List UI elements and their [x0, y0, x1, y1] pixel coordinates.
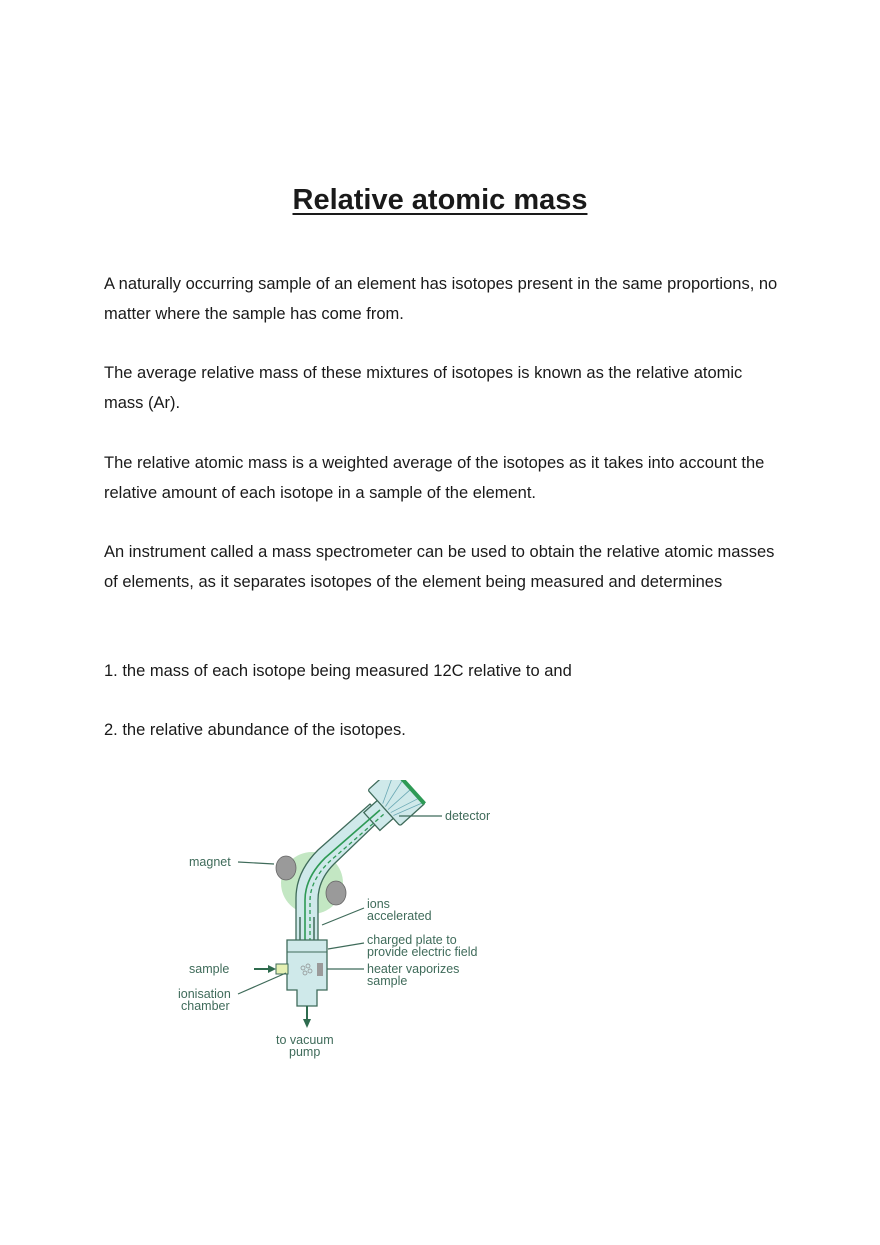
- magnet-lower: [326, 881, 346, 905]
- label-charged-plate-2: provide electric field: [367, 945, 478, 959]
- paragraph-mass-spectrometer: An instrument called a mass spectrometer can be used to obtain the relative atomic masses of elements, as it separates isotopes of the element being measured and determines: [104, 543, 775, 591]
- list-item-relative-abundance: 2. the relative abundance of the isotopes.: [104, 721, 406, 739]
- label-sample: sample: [189, 962, 230, 976]
- label-heater-2: sample: [367, 974, 408, 988]
- page-title: Relative atomic mass: [292, 184, 588, 216]
- mass-spectrometer-diagram: [170, 780, 510, 1070]
- label-magnet: magnet: [189, 855, 231, 869]
- label-ionisation-1: ionisation: [178, 987, 231, 1001]
- paragraph-average-mass: The average relative mass of these mixtures of isotopes is known as the relative atomic mass (Ar).: [104, 364, 743, 412]
- label-charged-plate-1: charged plate to: [367, 933, 457, 947]
- label-ions-accelerated-1: ions: [367, 897, 390, 911]
- sample-inlet: [276, 964, 288, 974]
- label-vacuum-1: to vacuum: [276, 1033, 334, 1047]
- label-heater-1: heater vaporizes: [367, 962, 460, 976]
- label-ionisation-2: chamber: [181, 999, 230, 1013]
- heater: [317, 963, 323, 976]
- paragraph-isotope-proportions: A naturally occurring sample of an element has isotopes present in the same proportions, no matter where the sample has come from.: [104, 275, 778, 323]
- label-detector: detector: [445, 809, 491, 823]
- magnet-upper: [276, 856, 296, 880]
- label-ions-accelerated-2: accelerated: [367, 909, 432, 923]
- list-item-mass-of-isotope: 1. the mass of each isotope being measured 12C relative to and: [104, 662, 572, 680]
- label-vacuum-2: pump: [289, 1045, 321, 1059]
- paragraph-weighted-average: The relative atomic mass is a weighted average of the isotopes as it takes into account the relative amount of each isotope in a sample of the element.: [104, 454, 765, 502]
